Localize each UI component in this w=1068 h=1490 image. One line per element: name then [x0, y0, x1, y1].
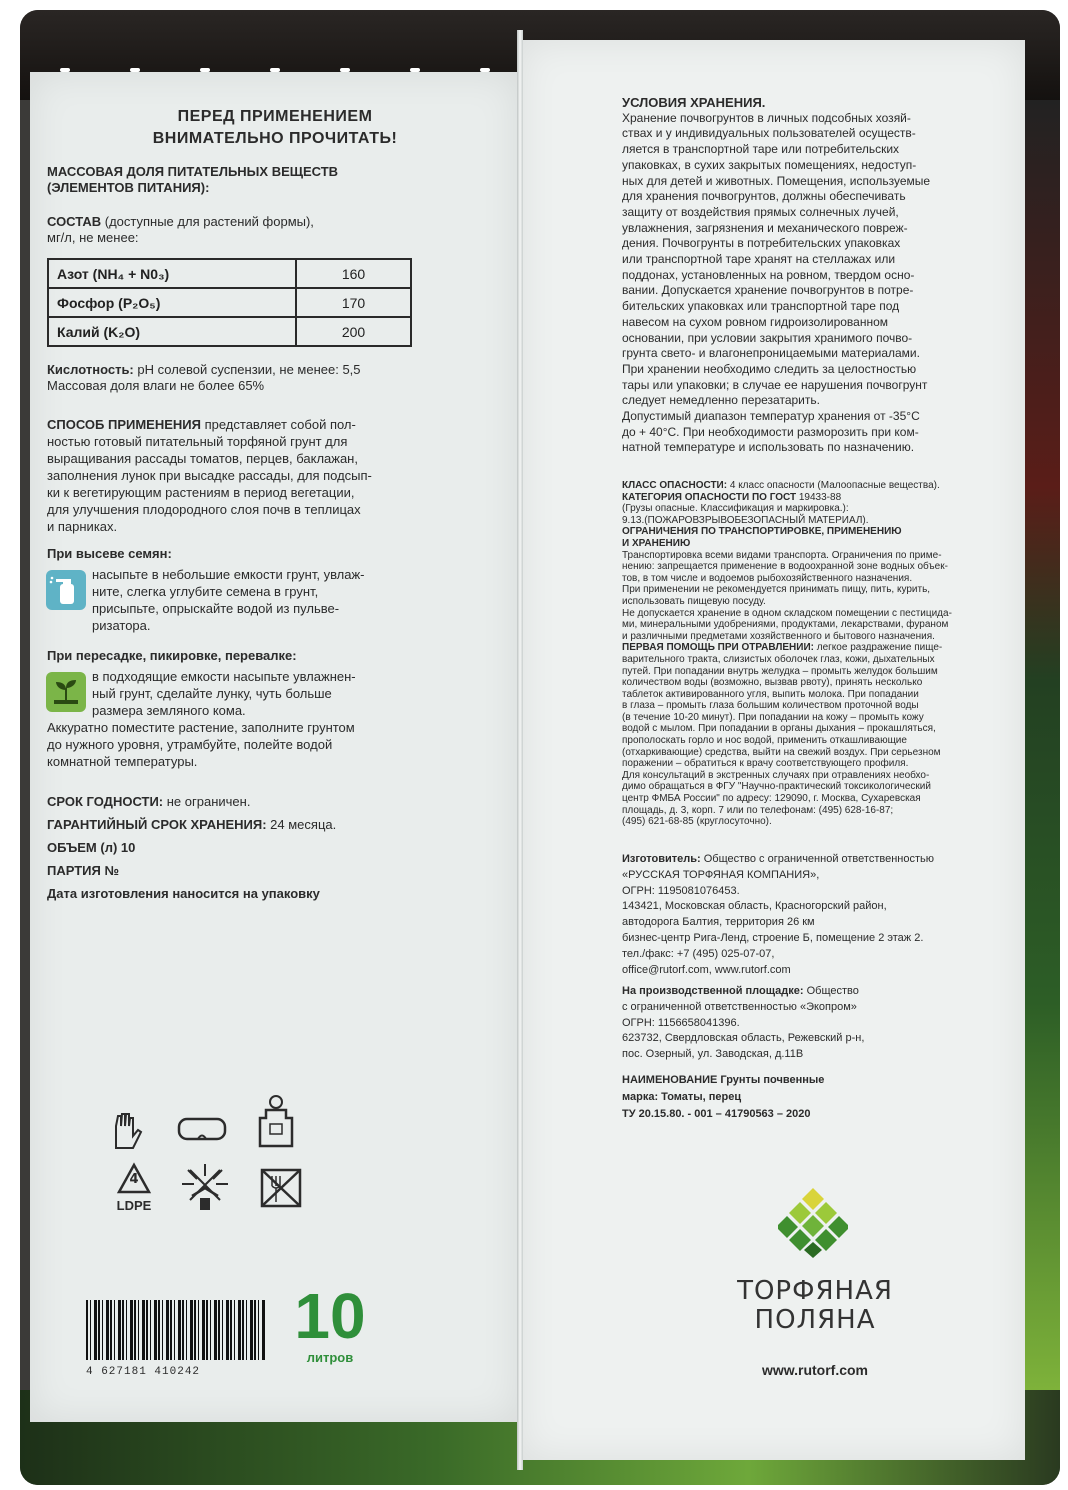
shelf-life-value: не ограничен. — [163, 794, 251, 809]
first-aid-line: количеством воды (возможно, вызвав рвоту), принять несколько — [622, 677, 923, 689]
manufacturer-block — [622, 852, 982, 978]
first-aid-line: прополоскать горло и нос водой, применить откашливающие — [622, 735, 907, 747]
storage-line: поддонах, установленных на ровном, твердом осно- — [622, 267, 915, 282]
spray-bottle-icon — [46, 570, 86, 610]
brand-url: www.rutorf.com — [761, 1362, 869, 1378]
moisture-text: Массовая доля влаги не более 65% — [47, 378, 265, 393]
volume-number: 10 — [294, 1280, 366, 1352]
no-food-icon — [258, 1162, 304, 1214]
storage-line: навесом на сухом ровном гидроизолированном — [622, 314, 889, 329]
storage-line: следует немедленно перезатарить. — [622, 393, 820, 408]
first-aid-line: площадь, д. 3, корп. 7 или по телефонам: (495) 628-16-87; — [622, 804, 894, 816]
recycle-number: 4 — [129, 1172, 139, 1187]
production-label: На производственной площадке: — [622, 985, 804, 997]
storage-line: грунта свето- и влагонепроницаемыми материалами. — [622, 346, 920, 361]
first-aid-line: путей. При попадании внутрь желудка – промыть желудок большим — [622, 665, 938, 677]
nutrient-name: Калий (K₂O) — [48, 317, 296, 346]
nutrients-heading — [47, 164, 507, 196]
first-aid-line: таблеток активированного угля, выпить молока. При попадании — [622, 688, 919, 700]
manufacturer-line: «РУССКАЯ ТОРФЯНАЯ КОМПАНИЯ», — [622, 868, 820, 881]
recycle-label: LDPE — [116, 1198, 152, 1213]
goggles-icon — [176, 1114, 228, 1148]
restriction-line: ми, минеральными удобрениями, продуктами, лекарствами, фураном — [622, 619, 949, 631]
sprout-icon — [46, 672, 86, 712]
hazard-block — [622, 480, 972, 828]
nutrient-value: 170 — [296, 288, 411, 317]
transplant-line6: комнатной температуры. — [47, 754, 198, 769]
nutrients-heading-line1: МАССОВАЯ ДОЛЯ ПИТАТЕЛЬНЫХ ВЕЩЕСТВ — [47, 164, 339, 179]
hazard-line4: 9.13.(ПОЖАРОВЗРЫВОБЕЗОПАСНЫЙ МАТЕРИАЛ). — [622, 514, 869, 526]
nutrient-name: Азот (NH₄ + N0₃) — [48, 259, 296, 288]
manufacturer-line: 143421, Московская область, Красногорский район, — [622, 900, 887, 913]
restriction-line: нению: запрещается применение в водоохранной зоне водных объек- — [622, 561, 948, 573]
storage-line: тары или упаковки; в случае ее нарушения почвогрунт — [622, 377, 928, 392]
storage-line: ных для детей и животных. Помещения, используемые — [622, 173, 931, 188]
manufacturer-line: office@rutorf.com, www.rutorf.com — [622, 963, 791, 976]
storage-line: до + 40°С. При необходимости разморозить при ком- — [622, 424, 919, 439]
transplant-title: При пересадке, пикировке, перевалке: — [47, 648, 297, 663]
brand-line1: ТОРФЯНАЯ — [737, 1276, 893, 1306]
first-aid-line: (в течение 10-20 минут). При попадании на кожу – промыть кожу — [622, 711, 924, 723]
first-aid-line: (отхаркивающие) средства, выйти на свежий воздух. При серьезном — [622, 746, 941, 758]
nutrients-heading-line2: (ЭЛЕМЕНТОВ ПИТАНИЯ): — [47, 180, 210, 195]
first-aid-line: в глаза – промыть глаза большим количеством проточной воды — [622, 700, 919, 712]
manufacturer-label: Изготовитель: — [622, 853, 701, 865]
gloves-icon — [108, 1108, 148, 1156]
composition-rest: (доступные для растений формы), — [101, 214, 314, 229]
storage-line: упаковках, в сухих закрытых помещениях, недоступ- — [622, 157, 917, 172]
manufacturer-line: автодорога Балтия, территория 26 км — [622, 916, 815, 929]
restrictions-title-2: И ХРАНЕНИЮ — [622, 537, 691, 549]
production-block — [622, 984, 982, 1063]
sowing-line2: ните, слегка углубите семена в грунт, — [92, 584, 319, 599]
production-line: 623732, Свердловская область, Режевский р-н, — [622, 1032, 865, 1045]
storage-line: Допустимый диапазон температур хранения от -35°С — [622, 409, 920, 424]
first-aid-line: водой с мылом. При попадании в органы дыхания – прокашляться, — [622, 723, 936, 735]
storage-line: бительских упаковках или транспортной таре под — [622, 299, 900, 314]
production-first: Общество — [803, 985, 859, 997]
storage-line: Хранение почвогрунтов в личных подсобных хозяй- — [622, 110, 911, 125]
shelf-block — [47, 790, 517, 905]
warning-heading — [60, 106, 490, 150]
bag-right-edge — [1020, 100, 1060, 1390]
usage-line6: для улучшения плодородного слоя почв в теплицах — [47, 502, 361, 517]
apron-icon — [256, 1094, 296, 1154]
usage-line2: ностью готовый питательный торфяной грунт для — [47, 434, 348, 449]
product-brand-value: Томаты, перец — [658, 1091, 742, 1103]
production-line: пос. Озерный, ул. Заводская, д.11В — [622, 1048, 804, 1061]
first-aid-line: (495) 621-68-85 (круглосуточно). — [622, 816, 772, 828]
product-block — [622, 1072, 982, 1123]
brand-line2: ПОЛЯНА — [754, 1305, 876, 1335]
sowing-title: При высеве семян: — [47, 546, 172, 561]
manufacturer-line: бизнес-центр Рига-Ленд, строение Б, помещение 2 этаж 2. — [622, 931, 924, 944]
volume-badge — [280, 1282, 380, 1365]
restriction-line: тов, в том числе и водоемов рыбохозяйственного назначения. — [622, 572, 913, 584]
acidity-value: pH солевой суспензии, не менее: 5,5 — [133, 362, 361, 377]
storage-line: для хранения почвогрунтов, должны обеспечивать — [622, 189, 906, 204]
bag-seam — [517, 30, 523, 1470]
usage-block — [47, 416, 517, 535]
production-date-line: Дата изготовления наносится на упаковку — [47, 886, 320, 901]
first-aid-label: ПЕРВАЯ ПОМОЩЬ ПРИ ОТРАВЛЕНИИ: — [622, 642, 814, 654]
first-aid-line: центр ФМБА России" по адресу: 129090, г. Москва, Сухаревская — [622, 793, 921, 805]
product-tu: ТУ 20.15.80. - 001 – 41790563 – 2020 — [622, 1108, 811, 1120]
table-row — [48, 259, 411, 288]
sowing-line1: насыпьте в небольшие емкости грунт, увлаж- — [92, 567, 365, 582]
storage-line: При хранении необходимо следить за целостностью — [622, 361, 917, 376]
restriction-line: Транспортировка всеми видами транспорта. Ограничения по приме- — [622, 549, 942, 561]
keep-from-sunlight-icon — [180, 1162, 230, 1216]
storage-line: увлажнения, загрязнения и механического повреж- — [622, 220, 908, 235]
storage-term-value: 24 месяца. — [266, 817, 337, 832]
storage-line: дения. Почвогрунты в потребительских упаковках — [622, 236, 901, 251]
storage-line: основании, при условии закрытия хранимого почво- — [622, 330, 913, 345]
nutrient-value: 160 — [296, 259, 411, 288]
storage-conditions — [622, 95, 972, 456]
shelf-life-label: СРОК ГОДНОСТИ: — [47, 794, 164, 809]
hazard-category-value: 19433-88 — [796, 491, 842, 503]
storage-line: или транспортной таре хранят на стеллажах или — [622, 252, 896, 267]
storage-line: ствах и у индивидуальных пользователей осуществ- — [622, 126, 916, 141]
table-row — [48, 288, 411, 317]
storage-line: ляется в транспортной таре или потребительских — [622, 142, 900, 157]
acidity-block — [47, 362, 517, 394]
hazard-line3: (Грузы опасные. Классификация и маркировка.): — [622, 503, 849, 515]
product-brand-label: марка: — [622, 1091, 659, 1103]
transplant-line2: ный грунт, сделайте лунку, чуть больше — [92, 686, 332, 701]
composition-label: СОСТАВ — [47, 214, 102, 229]
hazard-class-label: КЛАСС ОПАСНОСТИ: — [622, 480, 728, 491]
transplant-text-b — [47, 719, 517, 770]
table-row — [48, 317, 411, 346]
warning-heading-line2: ВНИМАТЕЛЬНО ПРОЧИТАТЬ! — [152, 130, 398, 147]
usage-line1: представляет собой пол- — [200, 417, 356, 432]
warning-heading-line1: ПЕРЕД ПРИМЕНЕНИЕМ — [177, 108, 373, 125]
first-aid-line: варительного тракта, слизистых оболочек глаз, кожи, дыхательных — [622, 653, 935, 665]
transplant-text-a — [92, 668, 512, 719]
brand-name — [700, 1276, 930, 1334]
storage-line: натной температуре и использовать по назначению. — [622, 440, 915, 455]
manufacturer-line: ОГРН: 1195081076453. — [622, 884, 740, 897]
hazard-class-value: 4 класс опасности (Малоопасные вещества). — [727, 480, 940, 491]
product-name-value: Грунты почвенные — [717, 1074, 825, 1086]
volume-unit: литров — [306, 1350, 354, 1365]
sowing-line4: ризатора. — [92, 618, 151, 633]
first-aid-line: димо обращаться в ФГУ "Научно-практический токсикологический — [622, 781, 931, 793]
brand-logo-icon — [778, 1186, 848, 1258]
production-line: ОГРН: 1156658041396. — [622, 1016, 740, 1029]
sowing-text — [92, 566, 512, 634]
usage-label: СПОСОБ ПРИМЕНЕНИЯ — [47, 417, 201, 432]
composition-table — [47, 258, 412, 347]
transplant-line3: размера земляного кома. — [92, 703, 246, 718]
barcode-number: 4 627181 410242 — [86, 1366, 201, 1378]
first-aid-first: легкое раздражение пище- — [813, 642, 943, 654]
recycle-icon — [112, 1162, 156, 1213]
composition-line2: мг/л, не менее: — [47, 230, 139, 245]
storage-line: защиту от воздействия прямых солнечных лучей, — [622, 204, 899, 219]
manufacturer-first: Общество с ограниченной ответственностью — [700, 853, 934, 865]
restriction-line: При применении не рекомендуется принимать пищу, пить, курить, — [622, 584, 931, 596]
manufacturer-line: тел./факс: +7 (495) 025-07-07, — [622, 947, 775, 960]
volume-line: ОБЪЕМ (л) 10 — [47, 840, 136, 855]
storage-title: УСЛОВИЯ ХРАНЕНИЯ. — [622, 95, 766, 110]
storage-term-label: ГАРАНТИЙНЫЙ СРОК ХРАНЕНИЯ: — [47, 817, 267, 832]
restriction-line: и различными предметами хозяйственного и бытового назначения. — [622, 630, 935, 642]
batch-line: ПАРТИЯ № — [47, 863, 119, 878]
product-name-label: НАИМЕНОВАНИЕ — [622, 1074, 718, 1086]
nutrient-name: Фосфор (P₂O₅) — [48, 288, 296, 317]
composition-text — [47, 214, 507, 246]
restrictions-title: ОГРАНИЧЕНИЯ ПО ТРАНСПОРТИРОВКЕ, ПРИМЕНЕНИЮ — [622, 526, 902, 538]
restriction-line: Не допускается хранение в одном складском помещении с пестицида- — [622, 607, 952, 619]
usage-line7: и парниках. — [47, 519, 118, 534]
barcode — [86, 1300, 266, 1360]
storage-line: вании. Допускается хранение почвогрунтов в потре- — [622, 283, 914, 298]
usage-line5: ки к вегетирующим растениям в период вегетации, — [47, 485, 355, 500]
first-aid-line: Для консультаций в экстренных случаях при отравлениях необхо- — [622, 769, 930, 781]
transplant-line4: Аккуратно поместите растение, заполните грунтом — [47, 720, 355, 735]
nutrient-value: 200 — [296, 317, 411, 346]
restriction-line: использовать пищевую посуду. — [622, 595, 766, 607]
usage-line3: выращивания рассады томатов, перцев, баклажан, — [47, 451, 358, 466]
sowing-line3: присыпьте, опрыскайте водой из пульве- — [92, 601, 340, 616]
production-line: с ограниченной ответственностью «Экопром» — [622, 1000, 857, 1013]
acidity-label: Кислотность: — [47, 362, 134, 377]
first-aid-line: поражении – обратиться к врачу соответствующего профиля. — [622, 758, 909, 770]
transplant-line5: до нужного уровня, утрамбуйте, полейте водой — [47, 737, 333, 752]
transplant-line1: в подходящие емкости насыпьте увлажнен- — [92, 669, 356, 684]
usage-line4: заполнения лунок при высадке рассады, для подсып- — [47, 468, 372, 483]
hazard-category-label: КАТЕГОРИЯ ОПАСНОСТИ ПО ГОСТ — [622, 491, 797, 503]
